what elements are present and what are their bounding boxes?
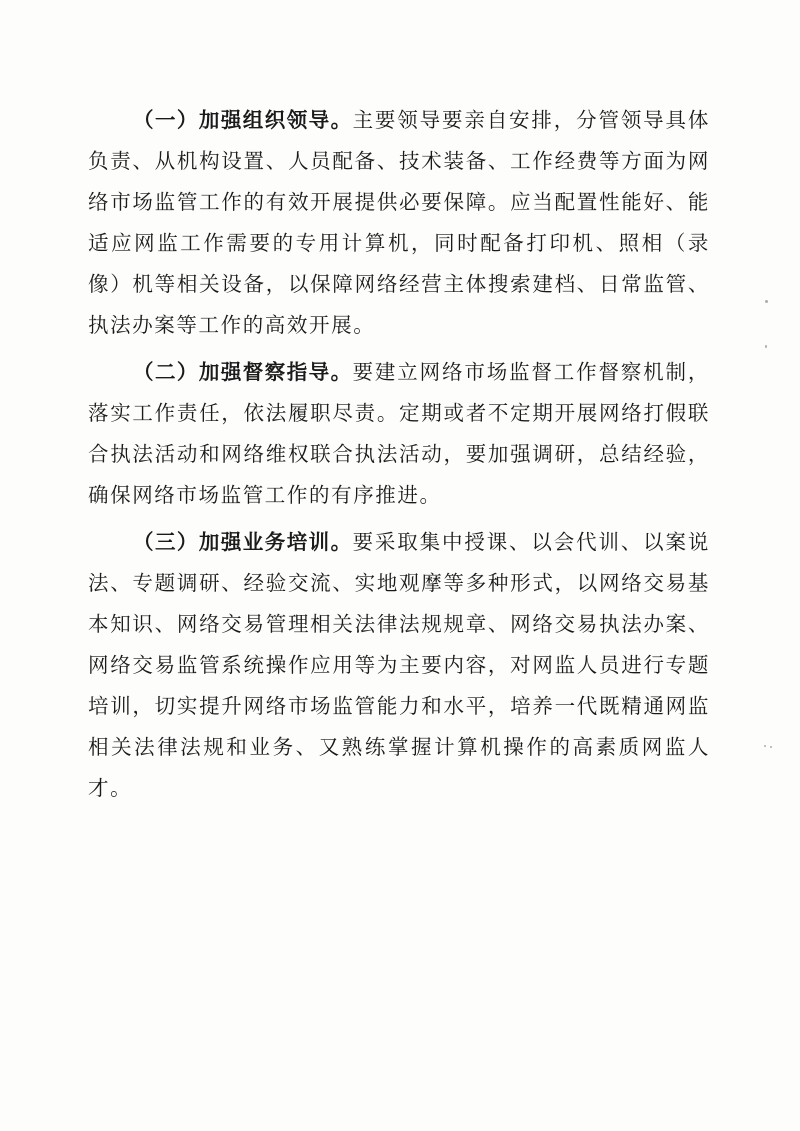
- scan-speck: [770, 746, 772, 748]
- paragraph-heading: （一）加强组织领导。: [133, 108, 353, 132]
- paragraph-text: 主要领导要亲自安排，分管领导具体负责、从机构设置、人员配备、技术装备、工作经费等方面为网络市场监管工作的有效开展提供必要保障。应当配置性能好、能适应网监工作需要的专用计算机，同时配备打印机、照相（录像）机等相关设备，以保障网络经营主体搜索建档、日常监管、执法办案等工作的高效开展。: [88, 108, 710, 337]
- paragraph-heading: （三）加强业务培训。: [133, 530, 353, 554]
- paragraph-text: 要采取集中授课、以会代训、以案说法、专题调研、经验交流、实地观摩等多种形式，以网络交易基本知识、网络交易管理相关法律法规规章、网络交易执法办案、网络交易监管系统操作应用等为主要内容，对网监人员进行专题培训，切实提升网络市场监管能力和水平，培养一代既精通网监相关法律法规和业务、又熟练掌握计算机操作的高素质网监人才。: [88, 530, 710, 800]
- paragraph-business-training: [88, 522, 710, 809]
- paragraph-organization-leadership: [88, 100, 710, 346]
- paragraph-supervision-guidance: [88, 352, 710, 516]
- scan-speck: [764, 745, 766, 747]
- scan-speck: [765, 345, 767, 348]
- paragraph-heading: （二）加强督察指导。: [133, 360, 353, 384]
- paragraph-text: 要建立网络市场监督工作督察机制，落实工作责任，依法履职尽责。定期或者不定期开展网络打假联合执法活动和网络维权联合执法活动，要加强调研，总结经验，确保网络市场监管工作的有序推进。: [88, 360, 710, 507]
- scan-speck: [765, 300, 768, 303]
- document-body: [88, 100, 710, 809]
